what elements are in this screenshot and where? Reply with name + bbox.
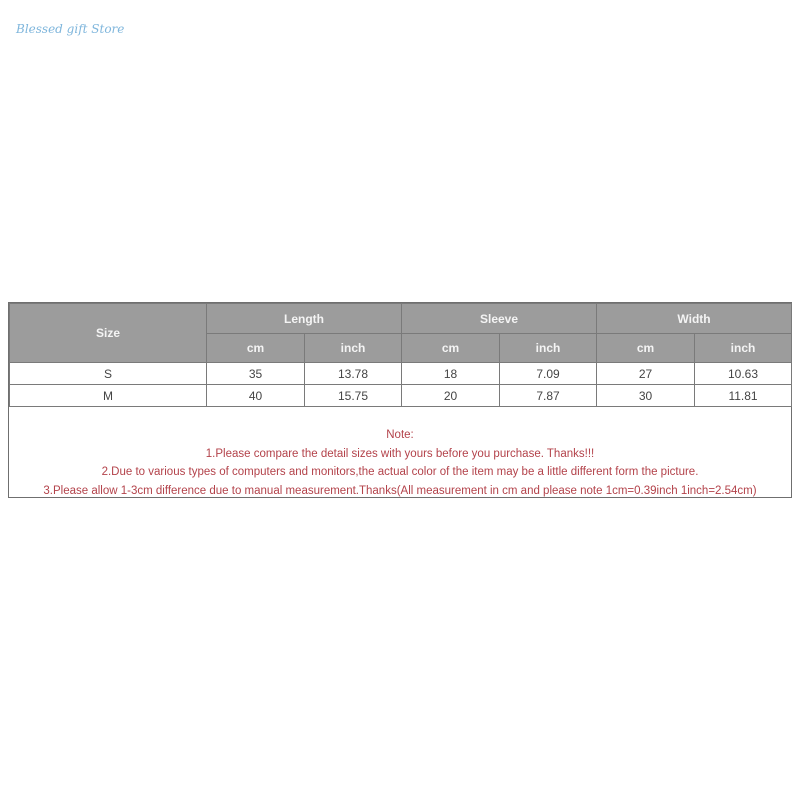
value-cell: 35 [207,363,305,385]
value-cell: 7.09 [500,363,597,385]
table-row [10,385,792,407]
value-cell: 20 [402,385,500,407]
length-group-header: Length [207,304,402,334]
store-watermark: Blessed gift Store [16,22,125,36]
sleeve-group-header: Sleeve [402,304,597,334]
note-line: 1.Please compare the detail sizes with yours before you purchase. Thanks!!! [205,447,595,460]
size-cell: S [10,363,207,385]
notes-section [9,407,791,500]
value-cell: 7.87 [500,385,597,407]
value-cell: 27 [597,363,695,385]
table-row [10,363,792,385]
size-chart [8,302,792,498]
value-cell: 10.63 [695,363,792,385]
value-cell: 11.81 [695,385,792,407]
unit-header: inch [695,334,792,363]
unit-header: cm [402,334,500,363]
value-cell: 13.78 [305,363,402,385]
unit-header: cm [597,334,695,363]
width-group-header: Width [597,304,792,334]
value-cell: 30 [597,385,695,407]
value-cell: 15.75 [305,385,402,407]
unit-header: cm [207,334,305,363]
unit-header: inch [305,334,402,363]
note-line: 3.Please allow 1-3cm difference due to manual measurement.Thanks(All measurement in cm and please note 1cm=0.39inch 1inch=2.54cm) [43,484,757,497]
note-line: 2.Due to various types of computers and monitors,the actual color of the item may be a little different form the picture. [101,466,699,478]
value-cell: 40 [207,385,305,407]
value-cell: 18 [402,363,500,385]
size-table [9,303,792,407]
size-column-header: Size [10,304,207,363]
note-title: Note: [386,429,414,441]
table-header-row [10,304,792,334]
size-cell: M [10,385,207,407]
unit-header: inch [500,334,597,363]
